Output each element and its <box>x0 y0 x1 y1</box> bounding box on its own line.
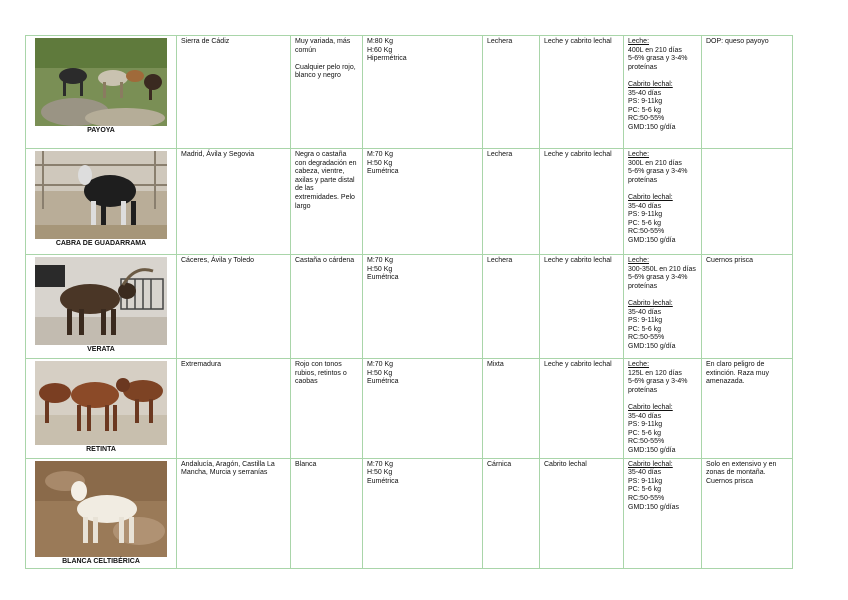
photo-cell <box>26 36 177 149</box>
notes-cell: Cuernos prisca <box>702 255 793 359</box>
table-row <box>26 149 793 255</box>
photo-cell <box>26 359 177 459</box>
coat-cell: Rojo con tonos rubios, retintos o caobas <box>291 359 363 459</box>
table-row <box>26 458 793 569</box>
breed-name: BLANCA CELTIBÉRICA <box>62 557 140 565</box>
breed-name: PAYOYA <box>87 127 115 134</box>
production-cell: Leche: 300L en 210 días 5-6% grasa y 3-4% proteínas Cabrito lechal: 35-40 días PS: 9-11kg PC: 5-6 kg RC:50-55% GMD:150 g/día <box>624 149 702 255</box>
table-row <box>26 36 793 149</box>
region-cell: Andalucía, Aragón, Castilla La Mancha, Murcia y serranías <box>177 458 291 569</box>
notes-cell: DOP: queso payoyo <box>702 36 793 149</box>
breed-name: RETINTA <box>86 446 116 453</box>
coat-cell: Muy variada, más común Cualquier pelo rojo, blanco y negro <box>291 36 363 149</box>
aptitude-cell: Mixta <box>483 359 540 459</box>
goat-photo-blanca-celtiberica <box>35 461 167 557</box>
production-cell: Leche: 300-350L en 210 días 5-6% grasa y 3-4% proteínas Cabrito lechal: 35-40 días PS: 9-11kg PC: 5-6 kg RC:50-55% GMD:150 g/día <box>624 255 702 359</box>
product-cell: Leche y cabrito lechal <box>540 149 624 255</box>
product-cell: Cabrito lechal <box>540 458 624 569</box>
coat-cell: Negra o castaña con degradación en cabeza, vientre, axilas y parte distal de las extremidades. Pelo largo <box>291 149 363 255</box>
photo-cell <box>26 255 177 359</box>
weight-cell: M:70 Kg H:50 Kg Eumétrica <box>363 255 483 359</box>
product-cell: Leche y cabrito lechal <box>540 255 624 359</box>
aptitude-cell: Lechera <box>483 149 540 255</box>
region-cell: Cáceres, Ávila y Toledo <box>177 255 291 359</box>
photo-cell <box>26 458 177 569</box>
aptitude-cell: Lechera <box>483 36 540 149</box>
goat-photo-guadarrama <box>35 151 167 239</box>
region-cell: Extremadura <box>177 359 291 459</box>
production-cell: Cabrito lechal: 35-40 días PS: 9-11kg PC: 5-6 kg RC:50-55% GMD:150 g/días <box>624 458 702 569</box>
production-cell: Leche: 125L en 120 días 5-6% grasa y 3-4% proteínas Cabrito lechal: 35-40 días PS: 9-11kg PC: 5-6 kg RC:50-55% GMD:150 g/día <box>624 359 702 459</box>
table-row <box>26 359 793 459</box>
weight-cell: M:70 Kg H:50 Kg Eumétrica <box>363 149 483 255</box>
region-cell: Madrid, Ávila y Segovia <box>177 149 291 255</box>
coat-cell: Blanca <box>291 458 363 569</box>
production-cell: Leche: 400L en 210 días 5-6% grasa y 3-4% proteínas Cabrito lechal: 35-40 días PS: 9-11kg PC: 5-6 kg RC:50-55% GMD:150 g/día <box>624 36 702 149</box>
table-row <box>26 255 793 359</box>
notes-cell <box>702 149 793 255</box>
coat-cell: Castaña o cárdena <box>291 255 363 359</box>
goat-photo-retinta <box>35 361 167 445</box>
goat-photo-payoya <box>35 38 167 126</box>
breed-name: VERATA <box>87 346 115 353</box>
product-cell: Leche y cabrito lechal <box>540 359 624 459</box>
product-cell: Leche y cabrito lechal <box>540 36 624 149</box>
breed-name: CABRA DE GUADARRAMA <box>55 240 147 247</box>
weight-cell: M:80 Kg H:60 Kg Hipermétrica <box>363 36 483 149</box>
breeds-table <box>25 35 793 569</box>
aptitude-cell: Lechera <box>483 255 540 359</box>
weight-cell: M:70 Kg H:50 Kg Eumétrica <box>363 359 483 459</box>
region-cell: Sierra de Cádiz <box>177 36 291 149</box>
notes-cell: En claro peligro de extinción. Raza muy amenazada. <box>702 359 793 459</box>
aptitude-cell: Cárnica <box>483 458 540 569</box>
goat-photo-verata <box>35 257 167 345</box>
photo-cell <box>26 149 177 255</box>
notes-cell: Solo en extensivo y en zonas de montaña. Cuernos prisca <box>702 458 793 569</box>
weight-cell: M:70 Kg H:50 Kg Eumétrica <box>363 458 483 569</box>
